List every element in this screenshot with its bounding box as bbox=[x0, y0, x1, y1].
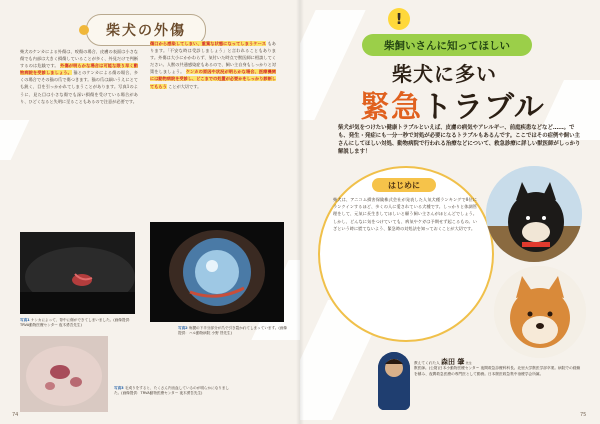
page-gutter bbox=[296, 0, 304, 424]
exclamation-icon: ! bbox=[388, 8, 410, 30]
photo-1-label: 写真1 bbox=[20, 318, 30, 322]
shaved-skin-image bbox=[20, 336, 108, 412]
photo-1-caption-text: ケンカによって、背中に傷ができてしまいました。(画像提供：TRVA動物医療センター 夜木勇吾先生) bbox=[20, 318, 133, 328]
left-column-1 bbox=[20, 48, 138, 105]
vet-profile bbox=[414, 360, 582, 377]
intro-heading: はじめに bbox=[372, 178, 436, 192]
dog-photo-red-shiba bbox=[494, 266, 586, 358]
title-bullet-icon bbox=[79, 25, 89, 35]
col2-text: もあります。「不安な時は受診しましょう」と言われることもあります。外傷は大小にかかわらず、気付いた時点で獣医師に相談してください。人獣の共通感染症もあるので、飼い主自身もしっかりと対策をしましょう。 bbox=[150, 41, 276, 75]
title-banner: 柴飼いさんに知ってほしい bbox=[362, 34, 532, 56]
vet-name: 森田 肇 bbox=[441, 358, 465, 366]
col2-text2: ことが大切です。 bbox=[168, 83, 202, 89]
photo-2-caption-text: 角膜の下半分部分が爪で引き裂かれてしまっています。(画像提供：ハル動物病院 小野 啓先生) bbox=[178, 326, 288, 336]
left-page-number: 74 bbox=[12, 412, 19, 418]
photo-3-caption-text: 毛刈りをすると、たくさん内出血しているのが明らかになりました。(画像提供：TRVA動物医療センター 夜木勇吾先生) bbox=[114, 386, 230, 396]
photo-3 bbox=[20, 336, 108, 412]
vet-image bbox=[378, 352, 410, 410]
photo-2-label: 写真2 bbox=[178, 326, 188, 330]
title-line-1: 柴犬に多い bbox=[392, 62, 497, 86]
photo-3-label: 写真3 bbox=[114, 386, 124, 390]
wound-back-image bbox=[20, 232, 135, 314]
col2-highlight: 傷口から感染してしまい、重篤な状態になってしまうケース bbox=[150, 41, 267, 46]
eye-image bbox=[150, 222, 284, 322]
photo-2-caption bbox=[178, 326, 288, 337]
vet-profile-text: 獣医師。(公財)日本小動物医療センター 夜間救急診療科科長。北里大学獣医学部卒業。病院での経験を積み、夜間救急医療の専門医として勤務。日本獣医救急集中治療学会所属。 bbox=[414, 366, 581, 376]
col1-text: 柴犬のケンカによる外傷は、咬傷の場合、皮膚の表面は小さな傷でも内部は大きく損傷していることが多く、外見だけで判断するのは危険です。 bbox=[20, 49, 138, 69]
photo-1-caption bbox=[20, 318, 138, 329]
col2-highlight2: ケンカの原因や状況が明らかな場合、医療機関には動物病院を受診し、どこまでの処置が必要かをしっかり診断してもらう bbox=[150, 69, 276, 89]
photo-1 bbox=[20, 232, 135, 314]
section-title-text: 柴犬の外傷 bbox=[106, 23, 186, 39]
title-red-part: 緊急 bbox=[360, 90, 422, 125]
col1-highlight: 外傷が明らかな場合は可能な限り早く動物病院を受診しましょう。 bbox=[20, 63, 138, 76]
red-shiba-image bbox=[494, 266, 586, 358]
vet-portrait bbox=[378, 352, 410, 410]
black-shiba-image bbox=[486, 166, 582, 262]
photo-2 bbox=[150, 222, 284, 322]
intro-circle bbox=[318, 166, 494, 342]
vet-suffix: 先生 bbox=[465, 361, 472, 365]
dog-photo-black-shiba bbox=[486, 166, 582, 262]
title-line-2 bbox=[360, 82, 545, 126]
title-black-part: トラブル bbox=[422, 90, 545, 125]
right-page-number: 75 bbox=[580, 412, 587, 418]
lead-paragraph: 柴犬が気をつけたい健康トラブルといえば、皮膚の病気やアレルギー、前庭疾患などなど……。でも、発生・発症にも一分一秒で対処が必要になるトラブルもあるんです。ここではその症例や飼い主さんにしてほしい対処、動物病院で行われる治療などについて、救急診療に詳しい獣医師がしっかり解説します！ bbox=[338, 125, 581, 155]
left-column-2 bbox=[150, 40, 276, 90]
intro-text: 柴犬は、アニコム損害保険株式会社が発表した人気犬種ランキングで8位にランクインするほど、多くの人に愛されている犬種です。しっかりと体調管理をして、元気に長生きしてほしいと願う飼い主さんがほとんどでしょう。しかし、どんなに気をつけていても、病気やケガは予期せず起こるもの。いざという時に慌てないよう、緊急時の対処法を知っておくことが大切です。 bbox=[333, 197, 477, 231]
col1-text2: 猫とのケンカによる傷の場合、多くの場合でその猫の爪で傷つきます。猫の爪は細いうえにとても鋭く、目を引っかかれてしまうことがあります。写真1のように、見た目は小さな傷でも深い損傷を受けている場合があり、ひどくなると失明に至ることもあるので注意が必要です。 bbox=[20, 70, 138, 104]
photo-3-caption bbox=[114, 386, 234, 397]
vet-label: 教えてくれた人 bbox=[414, 361, 440, 365]
